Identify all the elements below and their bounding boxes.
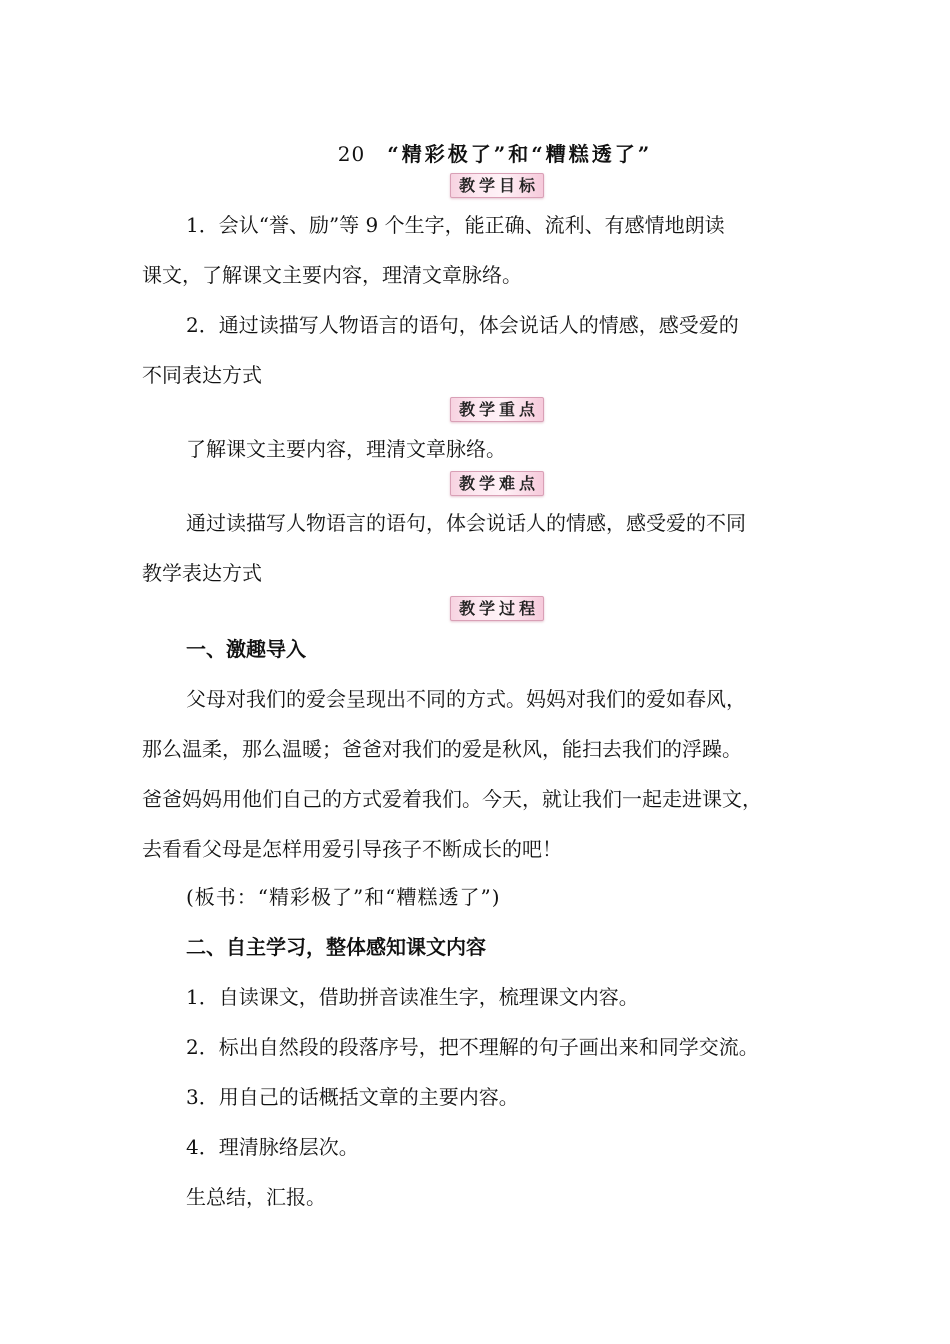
- board-note: (板书：“精彩极了”和“糟糕透了”): [186, 885, 501, 909]
- key-points-text: 了解课文主要内容，理清文章脉络。: [186, 437, 506, 461]
- lesson-number: 20: [337, 142, 366, 166]
- study-step-4: 4．理清脉络层次。: [186, 1135, 359, 1159]
- section-label-process: 教学过程: [450, 596, 544, 621]
- goal-item-2-line-2: 不同表达方式: [142, 363, 262, 387]
- study-step-1: 1．自读课文，借助拼音读准生字，梳理课文内容。: [186, 985, 639, 1009]
- study-summary: 生总结，汇报。: [186, 1185, 326, 1209]
- intro-line-3: 爸爸妈妈用他们自己的方式爱着我们。今天，就让我们一起走进课文，: [142, 787, 762, 811]
- goal-item-2-line-1: 2．通过读描写人物语言的语句，体会说话人的情感，感受爱的: [186, 313, 739, 337]
- goal-item-1-line-2: 课文，了解课文主要内容，理清文章脉络。: [142, 263, 522, 287]
- section-label-difficulties: 教学难点: [450, 471, 544, 496]
- difficulties-line-1: 通过读描写人物语言的语句，体会说话人的情感，感受爱的不同: [186, 511, 746, 535]
- lesson-title: [0, 138, 950, 167]
- goal-item-1-line-1: 1．会认“誉、励”等 9 个生字，能正确、流利、有感情地朗读: [186, 213, 725, 237]
- difficulties-line-2: 教学表达方式: [142, 561, 262, 585]
- intro-line-2: 那么温柔，那么温暖；爸爸对我们的爱是秋风，能扫去我们的浮躁。: [142, 737, 742, 761]
- study-step-2: 2．标出自然段的段落序号，把不理解的句子画出来和同学交流。: [186, 1035, 759, 1059]
- section-heading-2: 二、自主学习，整体感知课文内容: [186, 935, 486, 959]
- section-heading-1: 一、激趣导入: [186, 637, 306, 661]
- section-label-goals: 教学目标: [450, 173, 544, 198]
- intro-line-4: 去看看父母是怎样用爱引导孩子不断成长的吧！: [142, 837, 562, 861]
- study-step-3: 3．用自己的话概括文章的主要内容。: [186, 1085, 519, 1109]
- intro-line-1: 父母对我们的爱会呈现出不同的方式。妈妈对我们的爱如春风，: [186, 687, 746, 711]
- section-label-key-points: 教学重点: [450, 397, 544, 422]
- lesson-name: “精彩极了”和“糟糕透了”: [387, 142, 653, 166]
